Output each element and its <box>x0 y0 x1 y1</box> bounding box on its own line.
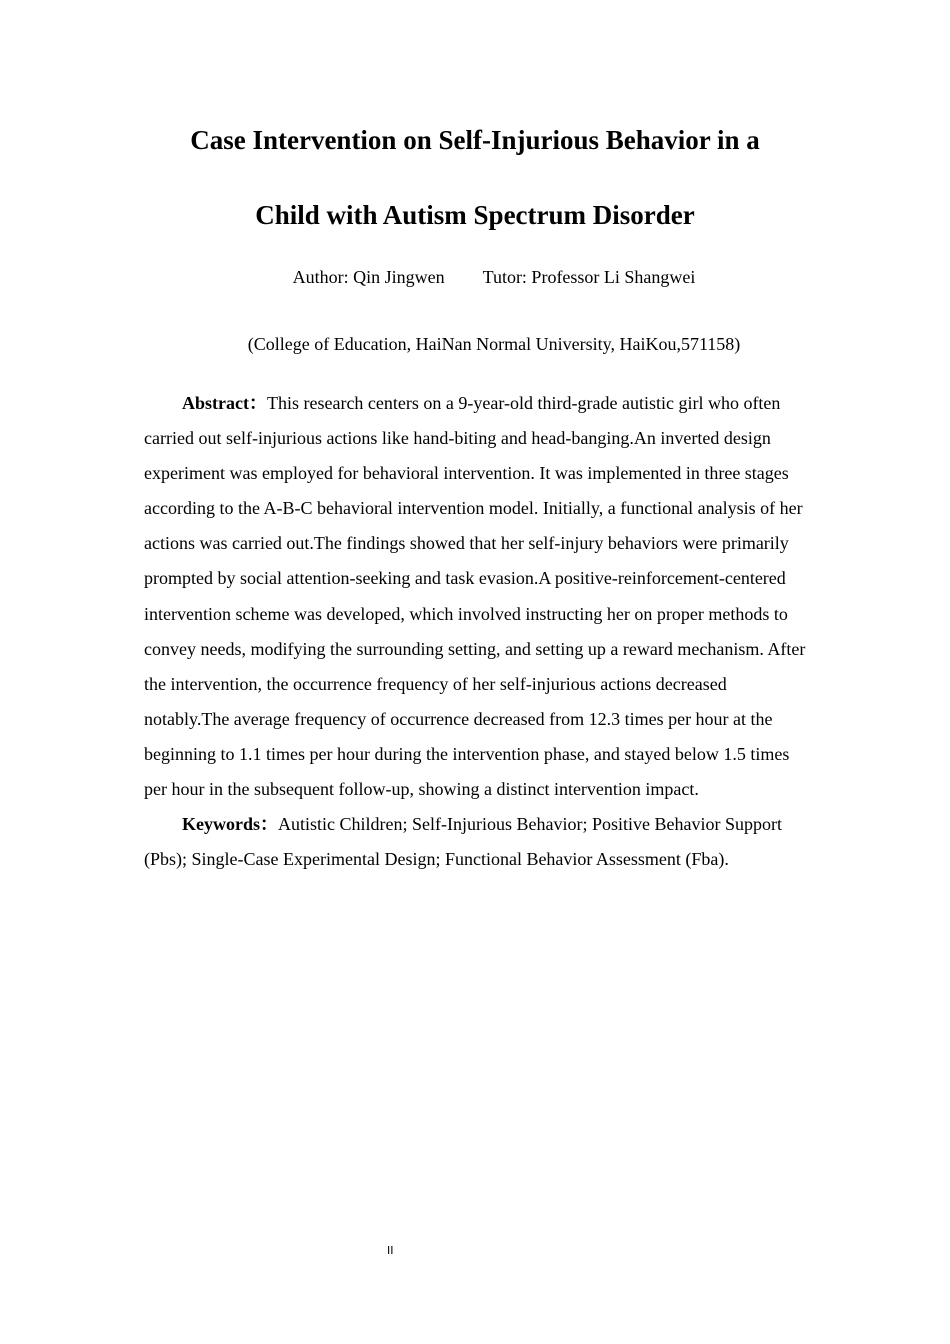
paper-title-line-1: Case Intervention on Self-Injurious Behavior in a <box>190 125 760 155</box>
abstract-text: This research centers on a 9-year-old third-grade autistic girl who often carried out self-injurious actions like hand-biting and head-banging.An inverted design experiment was employed for behavioral intervention. It was implemented in three stages according to the A-B-C behavioral intervention model. Initially, a functional analysis of her actions was carried out.The findings showed that her self-injury behaviors were primarily prompted by social attention-seeking and task evasion.A positive-reinforcement-centered intervention scheme was developed, which involved instructing her on proper methods to convey needs, modifying the surrounding setting, and setting up a reward mechanism. After the intervention, the occurrence frequency of her self-injurious actions decreased notably.The average frequency of occurrence decreased from 12.3 times per hour at the beginning to 1.1 times per hour during the intervention phase, and stayed below 1.5 times per hour in the subsequent follow-up, showing a distinct intervention impact. <box>144 393 806 800</box>
abstract-label: Abstract： <box>182 393 267 413</box>
keywords-label: Keywords： <box>182 814 278 835</box>
keywords-paragraph <box>144 807 808 877</box>
page-number: II <box>387 1244 394 1257</box>
author-name: Author: Qin Jingwen <box>292 267 445 287</box>
byline <box>0 265 950 289</box>
tutor-name: Tutor: Professor Li Shangwei <box>482 267 696 287</box>
abstract-paragraph <box>144 386 808 807</box>
keywords-text: Autistic Children; Self-Injurious Behavior; Positive Behavior Support (Pbs); Single-Case Experimental Design; Functional Behavior Assessment (Fba). <box>144 814 782 870</box>
affiliation: (College of Education, HaiNan Normal University, HaiKou,571158) <box>247 334 741 354</box>
abstract-section <box>144 386 808 877</box>
paper-title-line-2: Child with Autism Spectrum Disorder <box>255 200 695 230</box>
